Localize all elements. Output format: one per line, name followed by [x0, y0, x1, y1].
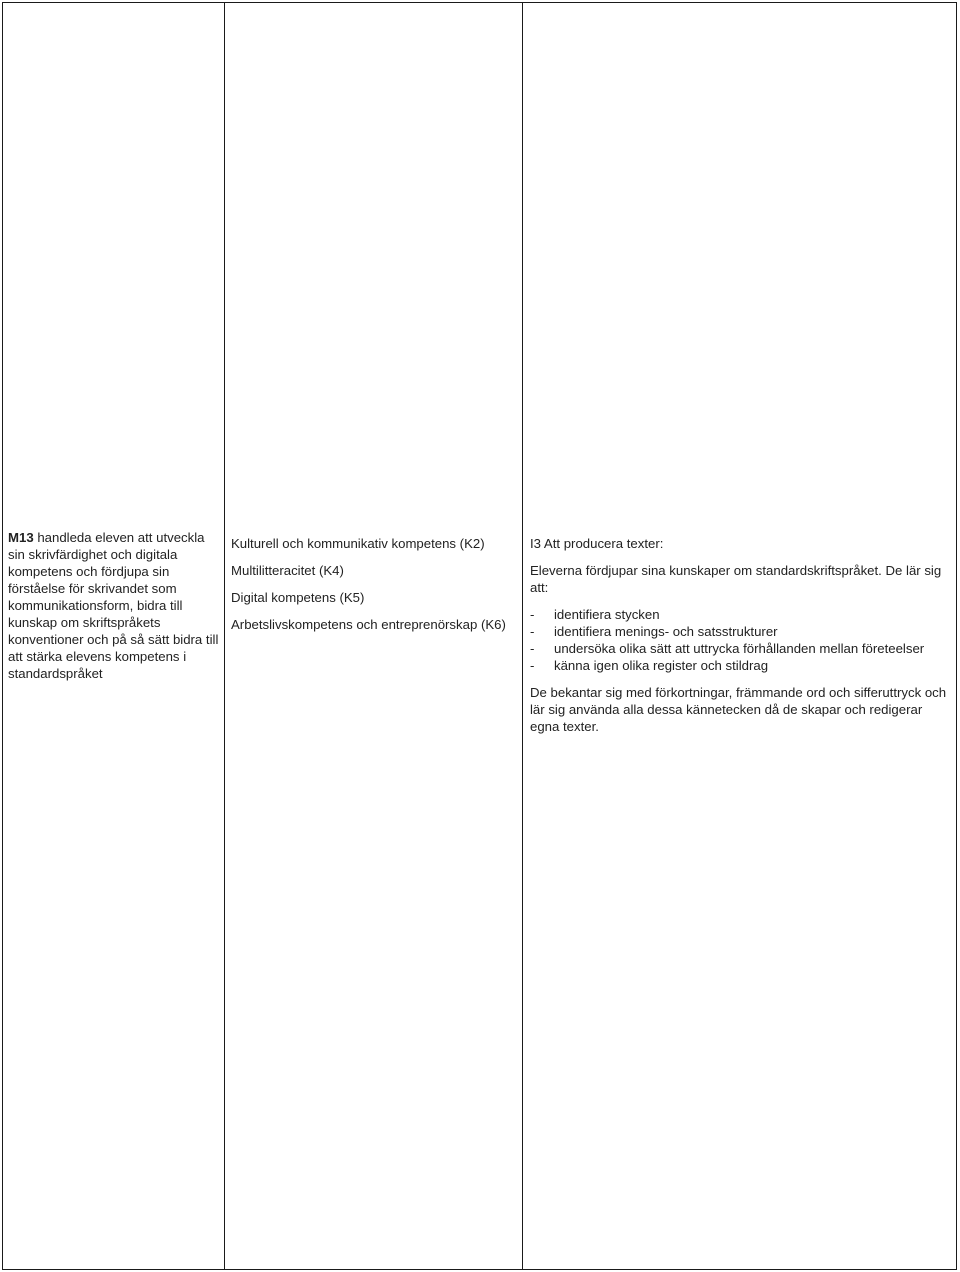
objective-cell	[8, 529, 222, 682]
list-item	[530, 606, 952, 623]
list-item-text: känna igen olika register och stildrag	[554, 658, 769, 673]
list-item	[530, 657, 952, 674]
list-item	[530, 623, 952, 640]
competency-item: Multilitteracitet (K4)	[231, 563, 344, 578]
bullet-dash: -	[530, 607, 535, 622]
table-divider-2	[522, 2, 523, 1270]
content-closing: De bekantar sig med förkortningar, främmande ord och sifferuttryck och lär sig använda alla dessa kännetecken då de skapar och redigerar egna texter.	[530, 685, 947, 734]
competencies-cell	[231, 535, 516, 643]
table-border-top	[2, 2, 957, 3]
competency-item: Kulturell och kommunikativ kompetens (K2)	[231, 536, 485, 551]
list-item-text: identifiera stycken	[554, 607, 660, 622]
competency-item: Arbetslivskompetens och entreprenörskap (K6)	[231, 617, 506, 632]
list-item-text: identifiera menings- och satsstrukturer	[554, 624, 778, 639]
objective-description: handleda eleven att utveckla sin skrivfärdighet och digitala kompetens och fördjupa sin förståelse för skrivandet som kommunikationsform, bidra till kunskap om skriftspråkets konventioner och på så sätt bidra till att stärka elevens kompetens i standardspråket	[8, 530, 219, 681]
objective-text	[8, 529, 222, 682]
list-item-text: undersöka olika sätt att uttrycka förhållanden mellan företeelser	[554, 641, 925, 656]
content-bullet-list	[530, 606, 952, 674]
table-divider-1	[224, 2, 225, 1270]
objective-code: M13	[8, 530, 34, 545]
list-item	[530, 640, 952, 657]
bullet-dash: -	[530, 641, 535, 656]
content-heading: I3 Att producera texter:	[530, 536, 664, 551]
bullet-dash: -	[530, 624, 535, 639]
table-border-right	[956, 2, 957, 1270]
content-intro: Eleverna fördjupar sina kunskaper om standardskriftspråket. De lär sig att:	[530, 563, 942, 595]
table-border-left	[2, 2, 3, 1270]
competency-item: Digital kompetens (K5)	[231, 590, 365, 605]
content-area-cell	[530, 535, 952, 735]
bullet-dash: -	[530, 658, 535, 673]
table-border-bottom	[2, 1269, 957, 1270]
